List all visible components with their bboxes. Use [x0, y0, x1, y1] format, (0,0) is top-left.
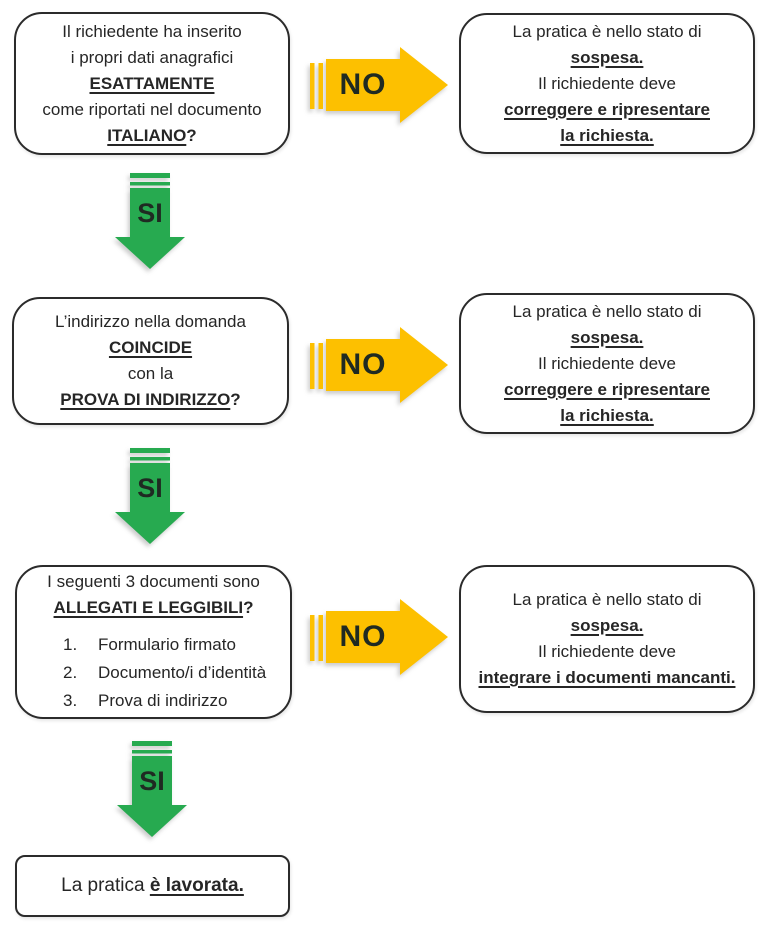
outcome-box-sospesa-3 — [459, 565, 755, 713]
decision-box-text — [55, 309, 246, 413]
text-line — [42, 123, 261, 149]
text-line-emphasis: sospesa. — [570, 327, 644, 347]
text-suffix: ? — [230, 390, 241, 409]
si-label: SI — [137, 472, 163, 503]
decision-box-text — [42, 19, 261, 149]
list-item-text: Documento/i d’identità — [98, 663, 267, 682]
text-line-emphasis: sospesa. — [570, 616, 644, 635]
document-list — [17, 631, 290, 715]
list-item-text: Formulario firmato — [98, 635, 236, 654]
si-arrow-1 — [114, 173, 186, 271]
text-emphasis: è lavorata. — [149, 875, 244, 896]
text-line-emphasis: la richiesta. — [560, 125, 654, 145]
text-line: La pratica è nello stato di — [512, 21, 702, 41]
text-line: i propri dati anagrafici — [70, 47, 234, 67]
list-item-number: 3. — [63, 691, 78, 710]
text-suffix: ? — [243, 598, 254, 617]
text-line — [17, 595, 290, 621]
list-item-number: 2. — [63, 663, 78, 682]
decision-box-text — [17, 569, 290, 715]
text-emphasis: ALLEGATI E LEGGIBILI — [53, 598, 244, 617]
list-item — [63, 631, 290, 659]
text-line: L’indirizzo nella domanda — [55, 312, 246, 331]
text-line: I seguenti 3 documenti sono — [47, 572, 260, 591]
text-line: Il richiedente ha inserito — [62, 21, 242, 41]
no-arrow-2 — [310, 327, 450, 403]
si-arrow-3 — [116, 741, 188, 839]
no-label: NO — [339, 348, 387, 381]
text-line: Il richiedente deve — [538, 642, 676, 661]
outcome-box-sospesa-1 — [459, 13, 755, 154]
no-arrow-3 — [310, 599, 450, 675]
si-label: SI — [137, 197, 163, 228]
no-label: NO — [339, 68, 387, 101]
list-item-number: 1. — [63, 635, 78, 654]
no-label: NO — [339, 620, 387, 653]
decision-box-dati-anagrafici — [14, 12, 290, 155]
text-line-emphasis: integrare i documenti mancanti. — [478, 668, 736, 687]
text-line-emphasis: correggere e ripresentare — [504, 99, 710, 119]
final-box-pratica-lavorata — [15, 855, 290, 917]
si-arrow-2 — [114, 448, 186, 546]
no-arrow-1 — [310, 47, 450, 123]
text-line-emphasis: la richiesta. — [560, 405, 654, 425]
si-label: SI — [139, 765, 165, 796]
text-line: con la — [127, 364, 174, 383]
list-item — [63, 687, 290, 715]
text-line: La pratica è nello stato di — [512, 590, 702, 609]
text-emphasis: ITALIANO — [107, 125, 187, 145]
final-box-text — [61, 873, 244, 899]
text-line: La pratica è nello stato di — [512, 301, 702, 321]
text-line-emphasis: correggere e ripresentare — [504, 379, 710, 399]
list-item-text: Prova di indirizzo — [98, 691, 228, 710]
text-emphasis: PROVA DI INDIRIZZO — [60, 390, 231, 409]
outcome-box-text — [504, 299, 710, 429]
outcome-box-text — [504, 19, 710, 149]
text-suffix: ? — [186, 125, 197, 145]
text-line: come riportati nel documento — [42, 99, 262, 119]
text-prefix: La pratica — [61, 875, 150, 896]
decision-box-indirizzo — [12, 297, 289, 425]
text-line — [55, 387, 246, 413]
text-line: Il richiedente deve — [538, 353, 676, 373]
text-line-emphasis: COINCIDE — [108, 338, 193, 357]
text-line: Il richiedente deve — [538, 73, 676, 93]
text-line-emphasis: ESATTAMENTE — [89, 73, 215, 93]
outcome-box-text — [479, 587, 736, 691]
list-item — [63, 659, 290, 687]
outcome-box-sospesa-2 — [459, 293, 755, 434]
decision-box-documenti — [15, 565, 292, 719]
text-line-emphasis: sospesa. — [570, 47, 644, 67]
